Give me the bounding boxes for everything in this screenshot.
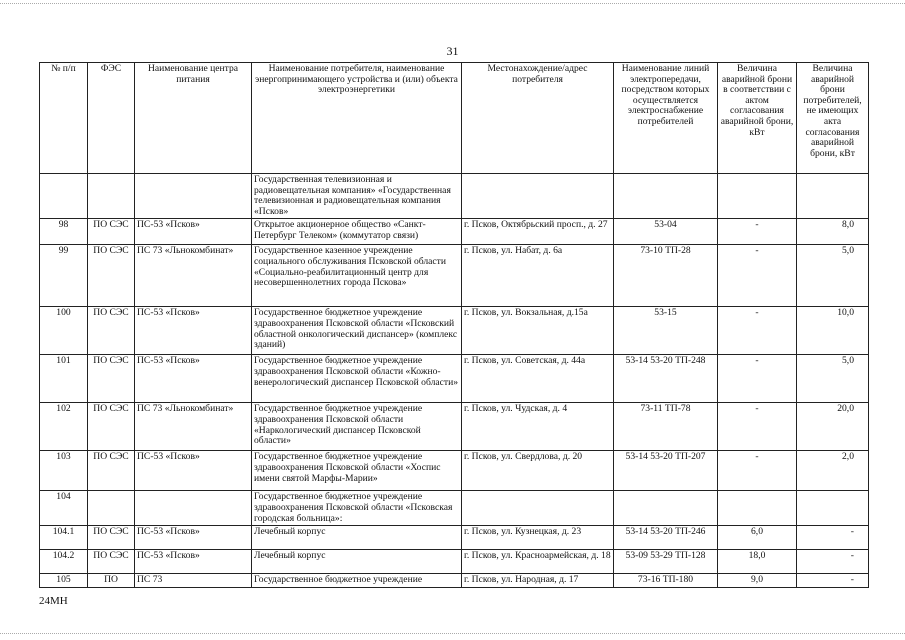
cell-address: г. Псков, ул. Вокзальная, д.15а	[462, 307, 614, 355]
table-row	[40, 307, 869, 355]
cell-fes: ПО СЭС	[88, 355, 135, 403]
table-row	[40, 245, 869, 307]
cell-bron-act: -	[718, 245, 797, 307]
cell-center: ПС 73	[135, 574, 252, 588]
cell-lines: 53-15	[614, 307, 718, 355]
cell-address: г. Псков, ул. Советская, д. 44а	[462, 355, 614, 403]
cell-consumer: Открытое акционерное общество «Санкт-Петербург Телеком» (коммутатор связи)	[252, 219, 462, 245]
cell-num: 98	[40, 219, 88, 245]
table-row	[40, 219, 869, 245]
cell-bron-act: 18,0	[718, 550, 797, 574]
consumers-table	[39, 62, 869, 588]
cell-address	[462, 491, 614, 526]
cell-num: 105	[40, 574, 88, 588]
cell-num: 100	[40, 307, 88, 355]
table-row	[40, 491, 869, 526]
cell-address	[462, 174, 614, 219]
header-center: Наименование центра питания	[135, 63, 252, 174]
cell-bron-no-act	[797, 491, 869, 526]
header-lines: Наименование линий электропередачи, посредством которых осуществляется электроснабжение потребителей	[614, 63, 718, 174]
cell-num: 101	[40, 355, 88, 403]
cell-bron-no-act: -	[797, 526, 869, 550]
cell-num: 102	[40, 403, 88, 451]
cell-center: ПС 73 «Льнокомбинат»	[135, 245, 252, 307]
cell-consumer: Государственное бюджетное учреждение здравоохранения Псковской области «Хоспис имени святой Марфы-Марии»	[252, 451, 462, 491]
cell-lines: 53-14 53-20 ТП-207	[614, 451, 718, 491]
cell-consumer: Государственное бюджетное учреждение здравоохранения Псковской области «Псковский областной онкологический диспансер» (комплекс зданий)	[252, 307, 462, 355]
cell-center: ПС-53 «Псков»	[135, 526, 252, 550]
cell-bron-act: -	[718, 219, 797, 245]
cell-address: г. Псков, Октябрьский просп., д. 27	[462, 219, 614, 245]
header-bron-act: Величина аварийной брони в соответствии с актом согласования аварийной брони, кВт	[718, 63, 797, 174]
cell-address: г. Псков, ул. Свердлова, д. 20	[462, 451, 614, 491]
table-row	[40, 550, 869, 574]
cell-address: г. Псков, ул. Красноармейская, д. 18	[462, 550, 614, 574]
cell-center: ПС-53 «Псков»	[135, 355, 252, 403]
cell-consumer: Государственное бюджетное учреждение здравоохранения Псковской области «Псковская городская больница»:	[252, 491, 462, 526]
header-consumer: Наименование потребителя, наименование энергопринимающего устройства и (или) объекта электроэнергетики	[252, 63, 462, 174]
cell-consumer: Государственное бюджетное учреждение	[252, 574, 462, 588]
cell-fes	[88, 174, 135, 219]
cell-num: 99	[40, 245, 88, 307]
table-row	[40, 574, 869, 588]
cell-bron-act	[718, 174, 797, 219]
cell-bron-act: -	[718, 451, 797, 491]
header-address: Местонахождение/адрес потребителя	[462, 63, 614, 174]
cell-lines: 53-14 53-20 ТП-246	[614, 526, 718, 550]
cell-bron-act: 6,0	[718, 526, 797, 550]
cell-bron-no-act: 8,0	[797, 219, 869, 245]
header-row	[40, 63, 869, 174]
cell-center	[135, 174, 252, 219]
page-number: 31	[446, 44, 459, 58]
header-fes: ФЭС	[88, 63, 135, 174]
cell-bron-no-act: -	[797, 574, 869, 588]
cell-lines: 73-10 ТП-28	[614, 245, 718, 307]
cell-bron-no-act: 5,0	[797, 245, 869, 307]
cell-fes	[88, 491, 135, 526]
cell-center	[135, 491, 252, 526]
cell-bron-no-act: -	[797, 550, 869, 574]
cell-bron-no-act: 2,0	[797, 451, 869, 491]
cell-center: ПС-53 «Псков»	[135, 451, 252, 491]
cell-address: г. Псков, ул. Набат, д. 6а	[462, 245, 614, 307]
table-row	[40, 355, 869, 403]
cell-bron-act: 9,0	[718, 574, 797, 588]
header-bron-no-act: Величина аварийной брони потребителей, не имеющих акта согласования аварийной брони, кВт	[797, 63, 869, 174]
cell-consumer: Государственное бюджетное учреждение здравоохранения Псковской области «Кожно-венерологический диспансер Псковской области»	[252, 355, 462, 403]
cell-fes: ПО СЭС	[88, 403, 135, 451]
table-row	[40, 526, 869, 550]
cell-fes: ПО СЭС	[88, 526, 135, 550]
cell-num	[40, 174, 88, 219]
cell-consumer: Государственная телевизионная и радиовещательная компания» «Государственная телевизионная и радиовещательная компания «Псков»	[252, 174, 462, 219]
cell-lines: 53-09 53-29 ТП-128	[614, 550, 718, 574]
cell-num: 104.1	[40, 526, 88, 550]
cell-bron-no-act: 5,0	[797, 355, 869, 403]
cell-num: 103	[40, 451, 88, 491]
cell-address: г. Псков, ул. Народная, д. 17	[462, 574, 614, 588]
cell-fes: ПО СЭС	[88, 550, 135, 574]
cell-num: 104	[40, 491, 88, 526]
cell-bron-no-act: 10,0	[797, 307, 869, 355]
cell-lines: 53-14 53-20 ТП-248	[614, 355, 718, 403]
cell-center: ПС-53 «Псков»	[135, 307, 252, 355]
scan-edge-bottom	[0, 633, 905, 634]
table-row	[40, 403, 869, 451]
cell-center: ПС 73 «Льнокомбинат»	[135, 403, 252, 451]
cell-center: ПС-53 «Псков»	[135, 219, 252, 245]
cell-fes: ПО	[88, 574, 135, 588]
scan-edge-top	[0, 3, 905, 4]
cell-lines	[614, 491, 718, 526]
cell-bron-act	[718, 491, 797, 526]
cell-bron-no-act: 20,0	[797, 403, 869, 451]
cell-fes: ПО СЭС	[88, 219, 135, 245]
cell-bron-act: -	[718, 355, 797, 403]
cell-address: г. Псков, ул. Кузнецкая, д. 23	[462, 526, 614, 550]
table-row	[40, 451, 869, 491]
cell-consumer: Лечебный корпус	[252, 526, 462, 550]
cell-bron-act: -	[718, 403, 797, 451]
cell-lines	[614, 174, 718, 219]
cell-fes: ПО СЭС	[88, 451, 135, 491]
header-num: № п/п	[40, 63, 88, 174]
cell-center: ПС-53 «Псков»	[135, 550, 252, 574]
cell-fes: ПО СЭС	[88, 307, 135, 355]
footer-code: 24МН	[39, 595, 68, 607]
cell-lines: 53-04	[614, 219, 718, 245]
cell-num: 104.2	[40, 550, 88, 574]
cell-lines: 73-11 ТП-78	[614, 403, 718, 451]
cell-fes: ПО СЭС	[88, 245, 135, 307]
cell-consumer: Лечебный корпус	[252, 550, 462, 574]
cell-bron-act: -	[718, 307, 797, 355]
cell-lines: 73-16 ТП-180	[614, 574, 718, 588]
cell-consumer: Государственное казенное учреждение социального обслуживания Псковской области «Социально-реабилитационный центр для несовершеннолетних города Пскова»	[252, 245, 462, 307]
cell-bron-no-act	[797, 174, 869, 219]
cell-consumer: Государственное бюджетное учреждение здравоохранения Псковской области «Наркологический диспансер Псковской области»	[252, 403, 462, 451]
table-row	[40, 174, 869, 219]
cell-address: г. Псков, ул. Чудская, д. 4	[462, 403, 614, 451]
